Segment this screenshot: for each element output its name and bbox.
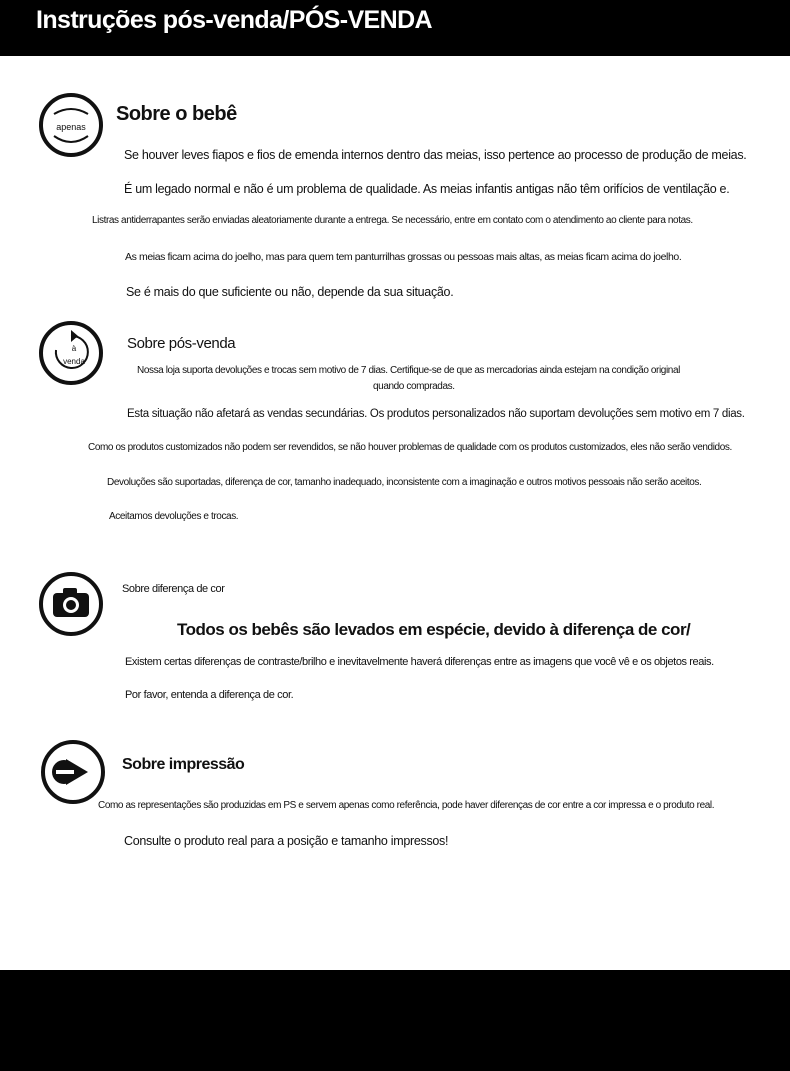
footer-bar — [0, 970, 790, 1071]
baby-line: Se é mais do que suficiente ou não, depende da sua situação. — [126, 285, 454, 299]
print-line: Como as representações são produzidas em PS e servem apenas como referência, pode haver diferenças de cor entre a cor impressa e o produto real. — [98, 800, 715, 811]
color-headline: Todos os bebês são levados em espécie, devido à diferença de cor/ — [177, 620, 691, 639]
icon-label-venda: venda — [63, 357, 85, 366]
print-line: Consulte o produto real para a posição e tamanho impressos! — [124, 834, 449, 848]
aftersale-line: Nossa loja suporta devoluções e trocas sem motivo de 7 dias. Certifique-se de que as mercadorias ainda estejam na condição original — [137, 365, 680, 376]
section-title-aftersale: Sobre pós-venda — [127, 335, 236, 352]
baby-line: É um legado normal e não é um problema de qualidade. As meias infantis antigas não têm orifícios de ventilação e. — [124, 182, 730, 196]
aftersale-line: Devoluções são suportadas, diferença de cor, tamanho inadequado, inconsistente com a imaginação e outros motivos pessoais não serão aceitos. — [107, 477, 702, 488]
aftersale-line: Esta situação não afetará as vendas secundárias. Os produtos personalizados não suportam devoluções sem motivo em 7 dias. — [127, 408, 745, 420]
icon-label-apenas: apenas — [56, 122, 86, 132]
aftersale-line: quando compradas. — [373, 381, 455, 392]
color-line: Existem certas diferenças de contraste/brilho e inevitavelmente haverá diferenças entre as imagens que você vê e os objetos reais. — [125, 656, 714, 668]
aftersale-line: Como os produtos customizados não podem ser revendidos, se não houver problemas de qualidade com os produtos customizados, eles não serão vendidos. — [88, 442, 732, 453]
section-title-color: Sobre diferença de cor — [122, 583, 225, 595]
baby-line: As meias ficam acima do joelho, mas para quem tem panturrilhas grossas ou pessoas mais altas, as meias ficam acima do joelho. — [125, 251, 682, 263]
icon-label-a: à — [71, 344, 77, 353]
section-title-baby: Sobre o bebê — [116, 103, 237, 125]
color-line: Por favor, entenda a diferença de cor. — [125, 689, 294, 701]
aftersale-line: Aceitamos devoluções e trocas. — [109, 511, 239, 522]
header-bar — [0, 0, 790, 56]
section-title-print: Sobre impressão — [122, 756, 245, 773]
page-title: Instruções pós-venda/PÓS-VENDA — [36, 6, 432, 34]
baby-line: Listras antiderrapantes serão enviadas aleatoriamente durante a entrega. Se necessário, entre em contato com o atendimento ao cliente para notas. — [92, 215, 693, 226]
baby-line: Se houver leves fiapos e fios de emenda internos dentro das meias, isso pertence ao processo de produção de meias. — [124, 148, 747, 162]
arrow-sign-icon — [40, 739, 106, 805]
camera-icon — [38, 571, 104, 637]
